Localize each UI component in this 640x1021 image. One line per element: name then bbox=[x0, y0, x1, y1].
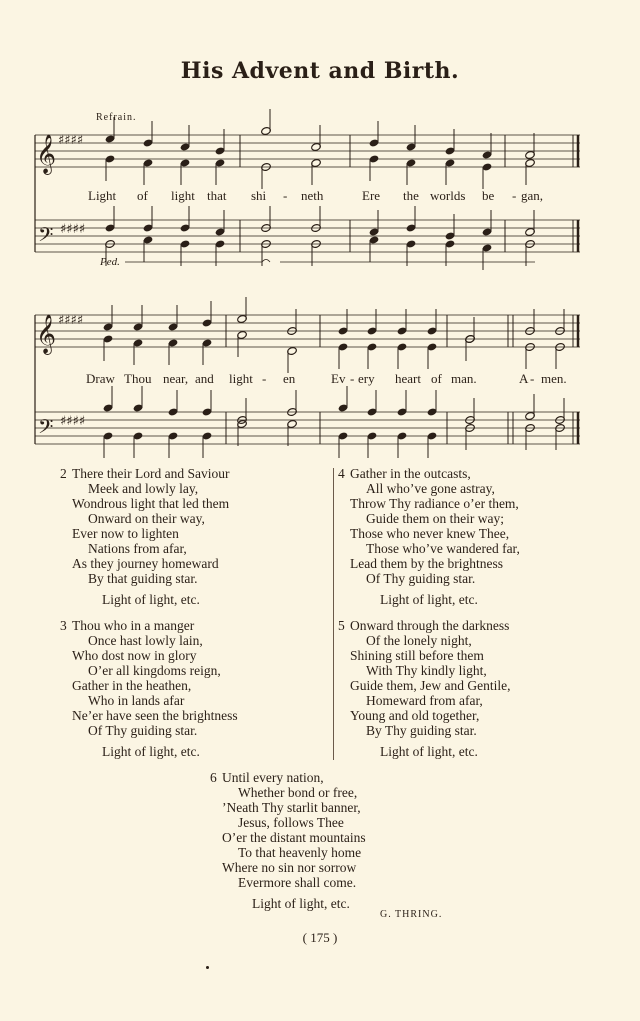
lyric-syllable: - bbox=[262, 371, 267, 386]
lyric-syllable: be bbox=[482, 188, 495, 203]
verse-3 bbox=[60, 618, 238, 759]
verse-line: Until every nation, bbox=[222, 770, 324, 785]
verse-line: Guide them, Jew and Gentile, bbox=[350, 678, 511, 693]
notes-group bbox=[103, 109, 566, 458]
verse-line: Of the lonely night, bbox=[366, 633, 472, 648]
svg-text:♯♯♯♯: ♯♯♯♯ bbox=[58, 133, 84, 148]
verse-2 bbox=[60, 466, 230, 607]
verse-line: Ever now to lighten bbox=[72, 526, 179, 541]
verse-line: To that heavenly home bbox=[238, 845, 362, 860]
verse-line: Shining still before them bbox=[350, 648, 484, 663]
verse-line: Evermore shall come. bbox=[238, 875, 357, 890]
lyric-syllable: A bbox=[519, 371, 529, 386]
staff-system1-bass bbox=[35, 220, 580, 252]
verse-number: 3 bbox=[60, 618, 67, 633]
refrain-line: Light of light, etc. bbox=[252, 896, 350, 911]
author-credit: G. THRING. bbox=[380, 909, 443, 920]
verse-line: Once hast lowly lain, bbox=[88, 633, 203, 648]
lyric-syllable: that bbox=[207, 188, 227, 203]
lyric-syllable: man. bbox=[451, 371, 477, 386]
verse-line: Meek and lowly lay, bbox=[88, 481, 199, 496]
lyric-syllable: near, bbox=[163, 371, 189, 386]
verse-line: Who dost now in glory bbox=[72, 648, 197, 663]
verse-line: Jesus, follows Thee bbox=[238, 815, 344, 830]
refrain-label: Refrain. bbox=[96, 112, 137, 123]
verse-line: Young and old together, bbox=[350, 708, 480, 723]
refrain-line: Light of light, etc. bbox=[102, 744, 200, 759]
verse-4 bbox=[338, 466, 520, 607]
verse-line: Those who never knew Thee, bbox=[350, 526, 510, 541]
verse-line: Gather in the heathen, bbox=[72, 678, 192, 693]
lyric-syllable: Light bbox=[88, 188, 117, 203]
verse-line: Lead them by the brightness bbox=[350, 556, 503, 571]
lyric-syllable: of bbox=[137, 188, 148, 203]
ped-label: Ped. bbox=[100, 256, 120, 268]
page-title: His Advent and Birth. bbox=[180, 58, 460, 84]
verse-line: Onward on their way, bbox=[88, 511, 205, 526]
verse-line: All who’ve gone astray, bbox=[366, 481, 495, 496]
lyric-syllable: and bbox=[195, 371, 214, 386]
verse-line: Guide them on their way; bbox=[366, 511, 504, 526]
lyric-syllable: Thou bbox=[124, 371, 152, 386]
verse-line: Wondrous light that led them bbox=[72, 496, 230, 511]
verse-line: Throw Thy radiance o’er them, bbox=[350, 496, 519, 511]
verse-5 bbox=[338, 618, 511, 759]
verse-line: Of Thy guiding star. bbox=[366, 571, 476, 586]
bass-clef-icon: 𝄢 bbox=[38, 223, 54, 251]
verse-line: There their Lord and Saviour bbox=[72, 466, 230, 481]
verse-line: Those who’ve wandered far, bbox=[366, 541, 520, 556]
lyric-syllable: - bbox=[350, 371, 355, 386]
ink-dot bbox=[206, 966, 209, 969]
lyric-syllable: gan, bbox=[521, 188, 544, 203]
verse-line: By Thy guiding star. bbox=[366, 723, 477, 738]
lyric-syllable: shi bbox=[251, 188, 267, 203]
refrain-line: Light of light, etc. bbox=[102, 592, 200, 607]
verse-line: Thou who in a manger bbox=[72, 618, 195, 633]
verse-line: O’er all kingdoms reign, bbox=[88, 663, 221, 678]
bass-clef-icon: 𝄢 bbox=[38, 415, 54, 443]
verse-line: Who in lands afar bbox=[88, 693, 185, 708]
page-number: ( 175 ) bbox=[302, 930, 338, 945]
lyric-syllable: - bbox=[512, 188, 517, 203]
svg-text:♯♯♯♯: ♯♯♯♯ bbox=[60, 222, 86, 237]
staff-system2-bass bbox=[35, 412, 580, 444]
verse-number: 2 bbox=[60, 466, 67, 481]
verse-line: Ne’er have seen the brightness bbox=[72, 708, 238, 723]
music-score bbox=[0, 0, 640, 460]
verse-line: As they journey homeward bbox=[72, 556, 219, 571]
treble-clef-icon: 𝄞 bbox=[36, 134, 57, 174]
lyric-syllable: heart bbox=[395, 371, 421, 386]
verse-line: Homeward from afar, bbox=[366, 693, 483, 708]
lyric-syllable: worlds bbox=[430, 188, 466, 203]
lyric-syllable: the bbox=[403, 188, 419, 203]
lyric-syllable: - bbox=[530, 371, 535, 386]
verse-number: 5 bbox=[338, 618, 345, 633]
verse-line: Gather in the outcasts, bbox=[350, 466, 471, 481]
lyric-syllable: of bbox=[431, 371, 442, 386]
svg-text:♯♯♯♯: ♯♯♯♯ bbox=[60, 414, 86, 429]
lyric-syllable: en bbox=[283, 371, 296, 386]
verse-number: 6 bbox=[210, 770, 217, 785]
treble-clef-icon: 𝄞 bbox=[36, 314, 57, 354]
verse-line: Whether bond or free, bbox=[238, 785, 358, 800]
verse-line: ’Neath Thy starlit banner, bbox=[222, 800, 361, 815]
verse-line: O’er the distant mountains bbox=[222, 830, 366, 845]
verse-line: Onward through the darkness bbox=[350, 618, 510, 633]
lyric-syllable: light bbox=[171, 188, 195, 203]
verse-line: With Thy kindly light, bbox=[366, 663, 487, 678]
lyric-syllable: neth bbox=[301, 188, 324, 203]
refrain-line: Light of light, etc. bbox=[380, 744, 478, 759]
lyric-syllable: men. bbox=[541, 371, 567, 386]
svg-text:♯♯♯♯: ♯♯♯♯ bbox=[58, 313, 84, 328]
lyric-syllable: Ev bbox=[331, 371, 346, 386]
lyric-syllable: light bbox=[229, 371, 253, 386]
verse-6 bbox=[210, 770, 366, 911]
refrain-line: Light of light, etc. bbox=[380, 592, 478, 607]
lyric-syllable: Ere bbox=[362, 188, 381, 203]
verse-line: Nations from afar, bbox=[88, 541, 187, 556]
lyric-syllable: ery bbox=[358, 371, 375, 386]
lyric-syllable: Draw bbox=[86, 371, 115, 386]
verse-line: Of Thy guiding star. bbox=[88, 723, 198, 738]
verse-number: 4 bbox=[338, 466, 345, 481]
verse-line: By that guiding star. bbox=[88, 571, 198, 586]
lyric-syllable: - bbox=[283, 188, 288, 203]
staff-system1-treble bbox=[35, 135, 580, 167]
verse-line: Where no sin nor sorrow bbox=[222, 860, 357, 875]
staff-system2-treble bbox=[35, 315, 580, 347]
column-divider bbox=[333, 468, 334, 760]
